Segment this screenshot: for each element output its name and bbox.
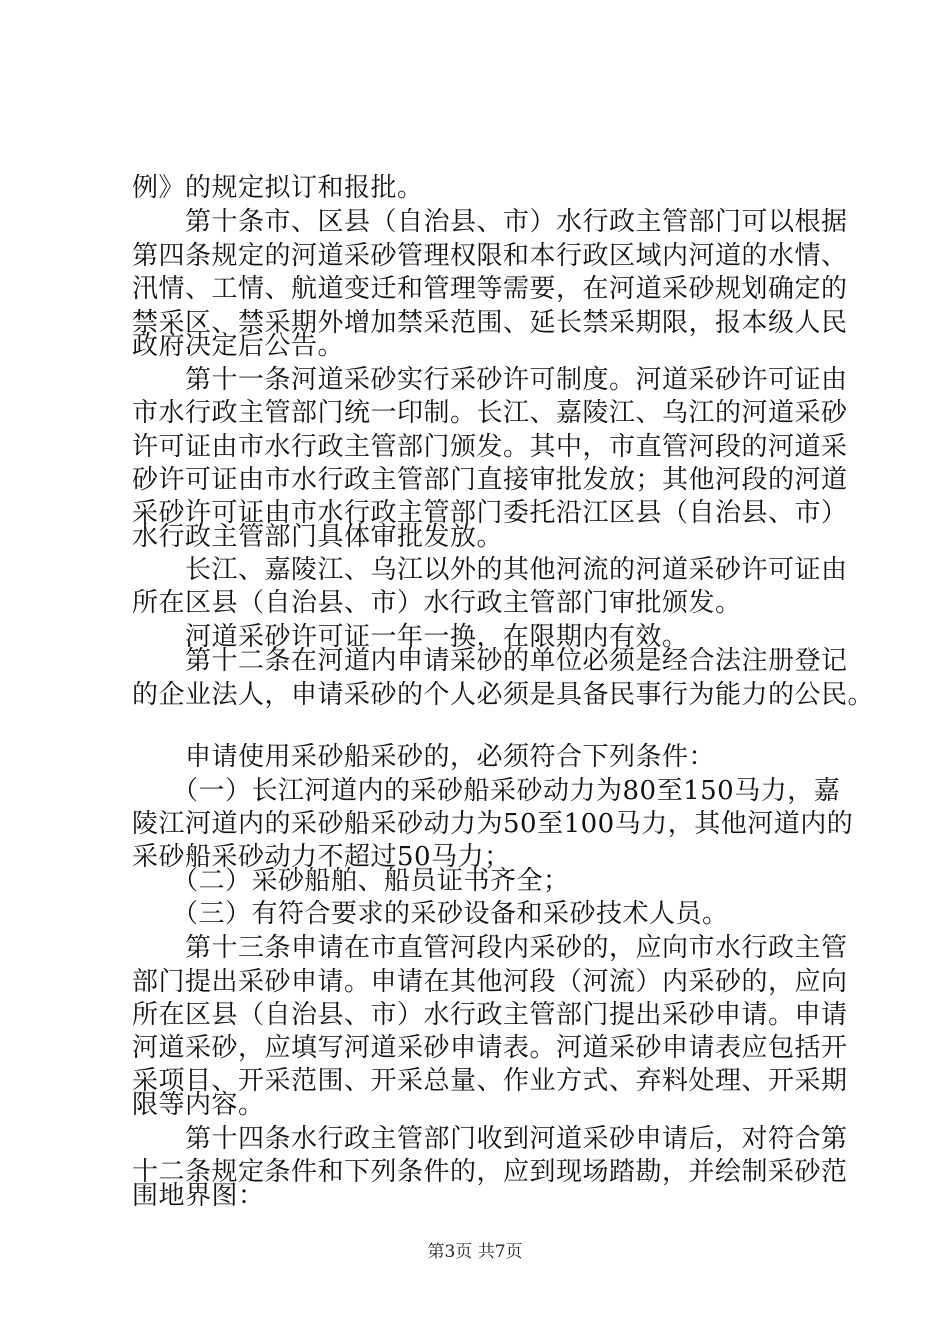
text-line: 水行政主管部门具体审批发放。 [132, 522, 504, 552]
page-number-footer: 第3页 共7页 [427, 1242, 523, 1262]
text-line: 第十四条水行政主管部门收到河道采砂申请后，对符合第 [132, 1124, 848, 1154]
text-line: 采项目、开采范围、开采总量、作业方式、弃料处理、开采期 [132, 1066, 848, 1096]
text-line: 围地界图： [132, 1181, 265, 1211]
text-line: （二）采砂船舶、船员证书齐全； [132, 866, 570, 896]
text-line: 所在区县（自治县、市）水行政主管部门审批颁发。 [132, 588, 742, 618]
text-line: 例》的规定拟订和报批。 [132, 173, 424, 203]
text-line: （三）有符合要求的采砂设备和采砂技术人员。 [132, 899, 729, 929]
text-line: 陵江河道内的采砂船采砂动力为50至100马力，其他河道内的 [132, 809, 854, 839]
text-line: 第十三条申请在市直管河段内采砂的，应向市水行政主管 [132, 933, 848, 963]
text-line: 长江、嘉陵江、乌江以外的其他河流的河道采砂许可证由 [132, 555, 848, 585]
text-line: 河道采砂，应填写河道采砂申请表。河道采砂申请表应包括开 [132, 1033, 848, 1063]
text-line: 第十条市、区县（自治县、市）水行政主管部门可以根据 [132, 207, 848, 237]
text-line: 河道采砂许可证一年一换，在限期内有效。 [132, 622, 689, 652]
text-line: 许可证由市水行政主管部门颁发。其中，市直管河段的河道采 [132, 432, 848, 462]
text-line: 申请使用采砂船采砂的，必须符合下列条件： [132, 742, 716, 772]
text-line: 政府决定后公告。 [132, 331, 345, 361]
text-line: 部门提出采砂申请。申请在其他河段（河流）内采砂的，应向 [132, 967, 848, 997]
text-line: 第十二条在河道内申请采砂的单位必须是经合法注册登记 [132, 646, 848, 676]
text-line: 所在区县（自治县、市）水行政主管部门提出采砂申请。申请 [132, 1000, 848, 1030]
text-line: 禁采区、禁采期外增加禁采范围、延长禁采期限，报本级人民 [132, 308, 848, 338]
text-line: 的企业法人，申请采砂的个人必须是具备民事行为能力的公民。 [132, 680, 875, 710]
text-line: （一）长江河道内的采砂船采砂动力为80至150马力，嘉 [132, 776, 841, 806]
text-line: 采砂许可证由市水行政主管部门委托沿江区县（自治县、市） [132, 498, 848, 528]
text-line: 汛情、工情、航道变迁和管理等需要，在河道采砂规划确定的 [132, 274, 848, 304]
text-line: 限等内容。 [132, 1090, 265, 1120]
text-line: 第十一条河道采砂实行采砂许可制度。河道采砂许可证由 [132, 365, 848, 395]
text-line: 砂许可证由市水行政主管部门直接审批发放；其他河段的河道 [132, 465, 848, 495]
text-line: 十二条规定条件和下列条件的，应到现场踏勘，并绘制采砂范 [132, 1157, 848, 1187]
text-line: 市水行政主管部门统一印制。长江、嘉陵江、乌江的河道采砂 [132, 398, 848, 428]
text-line: 第四条规定的河道采砂管理权限和本行政区域内河道的水情、 [132, 241, 848, 271]
text-line: 采砂船采砂动力不超过50马力； [132, 842, 511, 872]
